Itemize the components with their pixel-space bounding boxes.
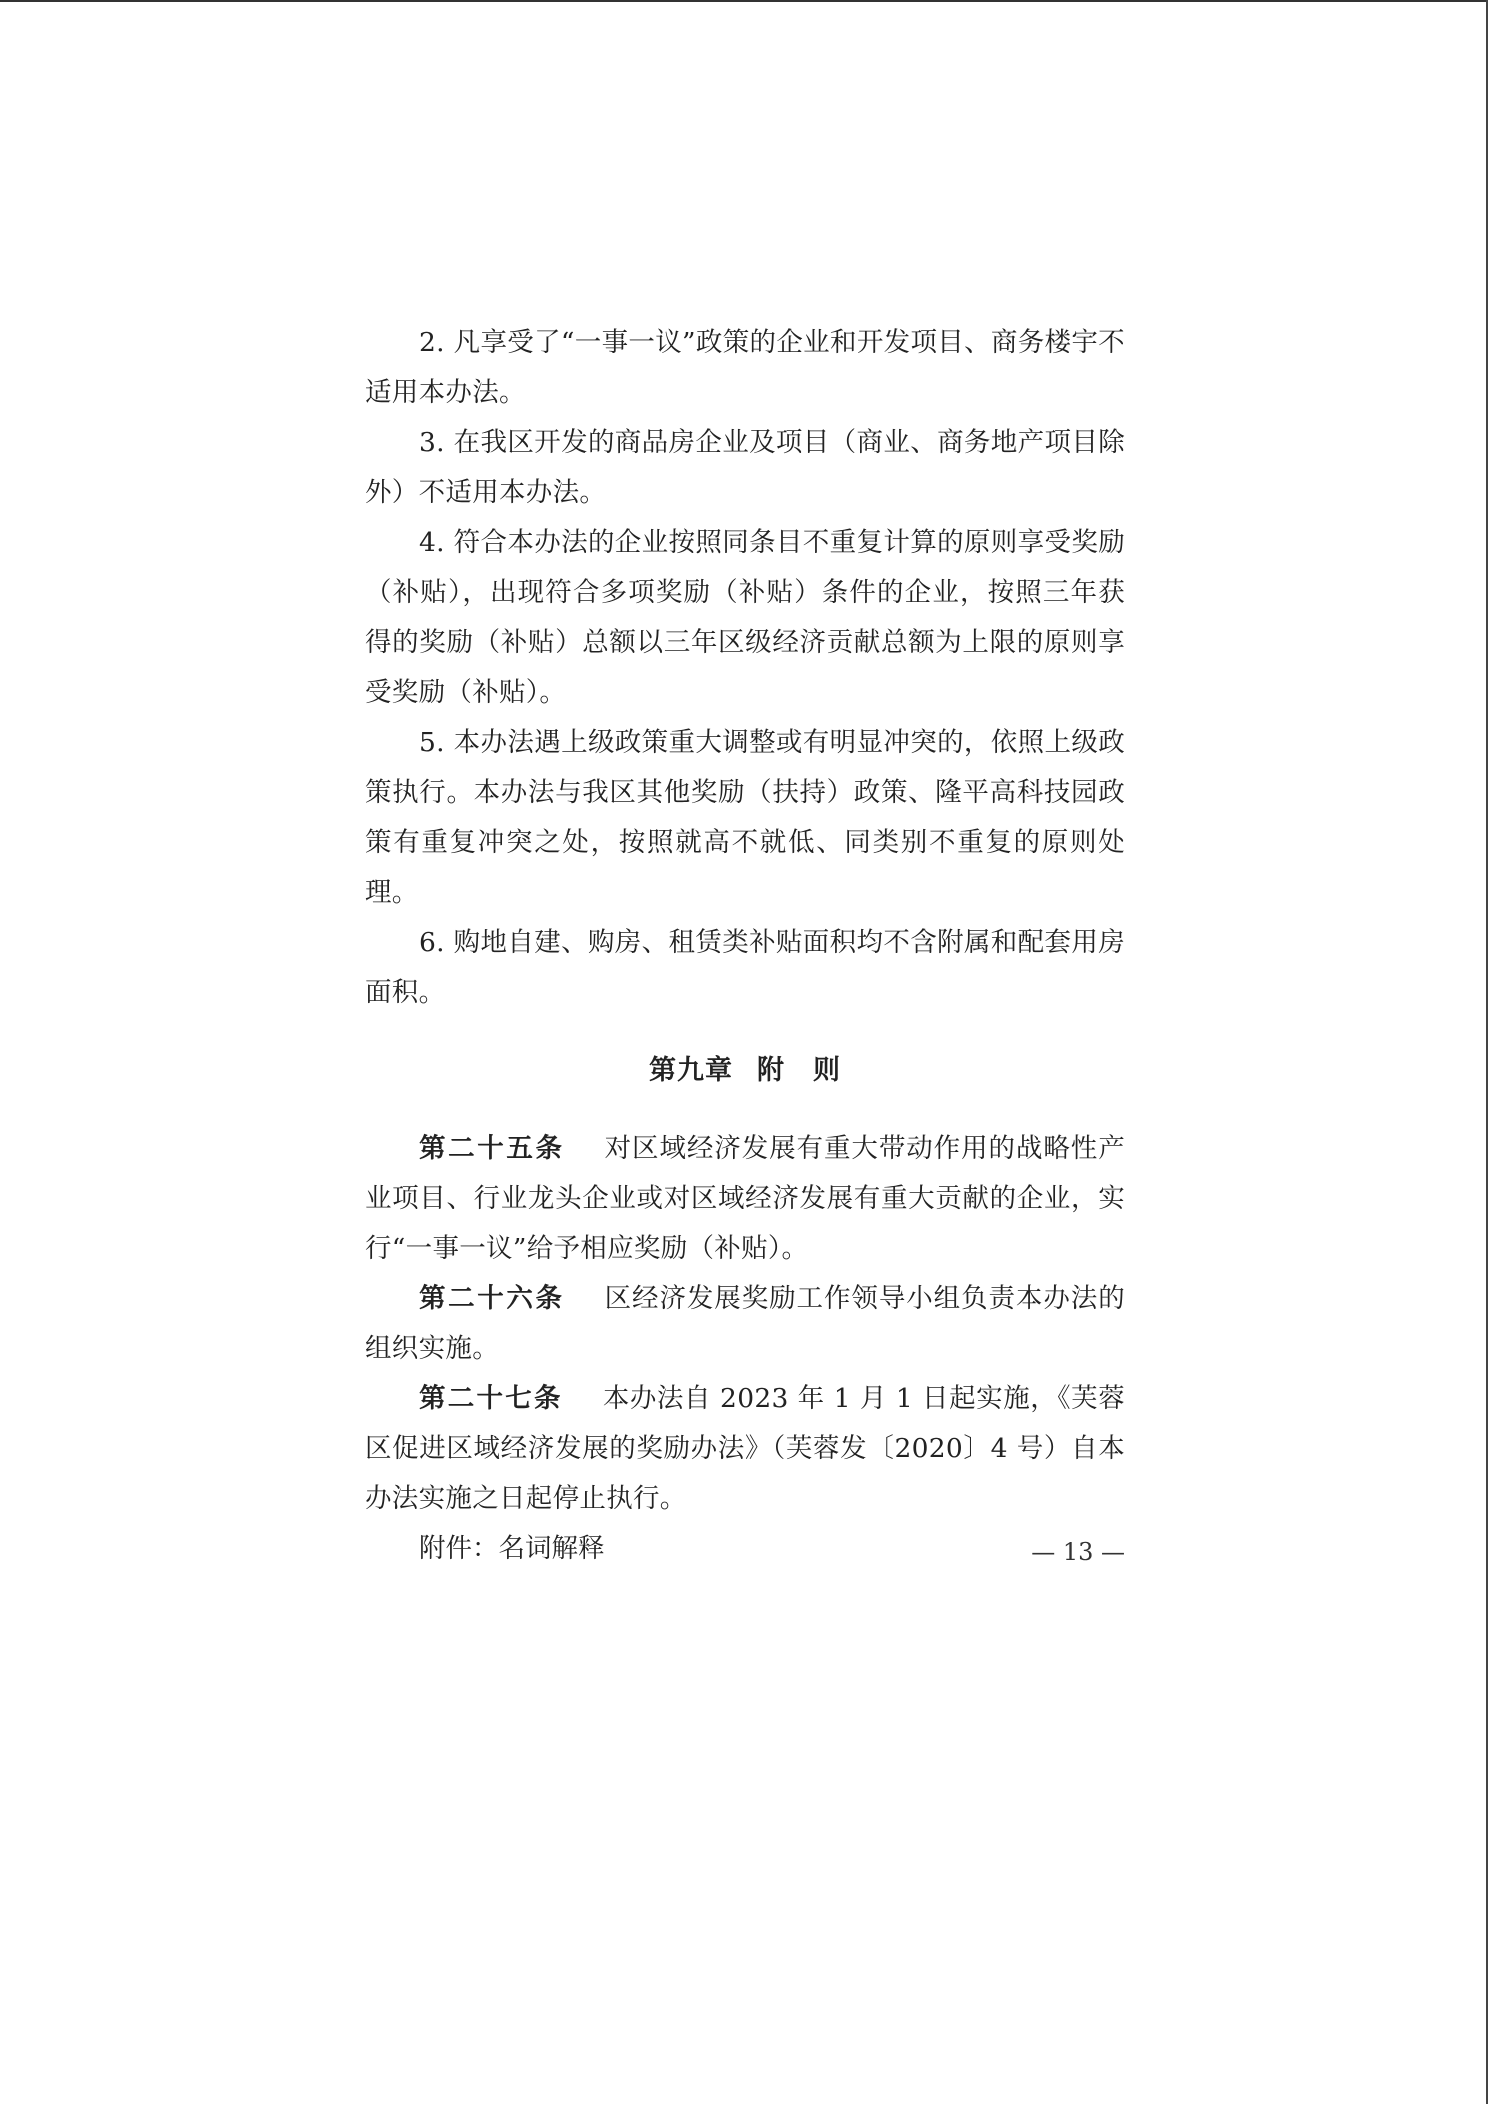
attachment-note: 附件：名词解释 — [419, 1533, 605, 1564]
document-page — [365, 318, 1125, 1574]
page-number: — 13 — — [1031, 1538, 1125, 1566]
article-text: 本办法自 2023 年 1 月 1 日起实施，《芙蓉区促进区域经济发展的奖励办法》（芙蓉发〔2020〕4 号）自本办法实施之日起停止执行。 — [365, 1383, 1125, 1514]
chapter-heading — [365, 1032, 1125, 1110]
article-label: 第二十七条 — [419, 1383, 563, 1414]
clause-4: 4. 符合本办法的企业按照同条目不重复计算的原则享受奖励（补贴），出现符合多项奖励（补贴）条件的企业，按照三年获得的奖励（补贴）总额以三年区级经济贡献总额为上限的原则享受奖励（补贴）。 — [365, 527, 1125, 708]
article-26 — [365, 1274, 1125, 1374]
article-text: 区经济发展奖励工作领导小组负责本办法的组织实施。 — [365, 1283, 1125, 1364]
clause-3: 3. 在我区开发的商品房企业及项目（商业、商务地产项目除外）不适用本办法。 — [365, 427, 1125, 508]
clause-6: 6. 购地自建、购房、租赁类补贴面积均不含附属和配套用房面积。 — [365, 927, 1125, 1008]
article-text: 对区域经济发展有重大带动作用的战略性产业项目、行业龙头企业或对区域经济发展有重大贡献的企业，实行“一事一议”给予相应奖励（补贴）。 — [365, 1133, 1125, 1264]
article-label: 第二十五条 — [419, 1133, 565, 1164]
clause-5: 5. 本办法遇上级政策重大调整或有明显冲突的，依照上级政策执行。本办法与我区其他奖励（扶持）政策、隆平高科技园政策有重复冲突之处，按照就高不就低、同类别不重复的原则处理。 — [365, 727, 1125, 908]
article-25 — [365, 1124, 1125, 1274]
article-27 — [365, 1374, 1125, 1524]
chapter-number: 第九章 — [649, 1055, 733, 1086]
article-label: 第二十六条 — [419, 1283, 565, 1314]
page-border-top — [0, 0, 1488, 2]
clause-2: 2. 凡享受了“一事一议”政策的企业和开发项目、商务楼宇不适用本办法。 — [365, 327, 1125, 408]
chapter-title: 附 则 — [757, 1055, 841, 1086]
